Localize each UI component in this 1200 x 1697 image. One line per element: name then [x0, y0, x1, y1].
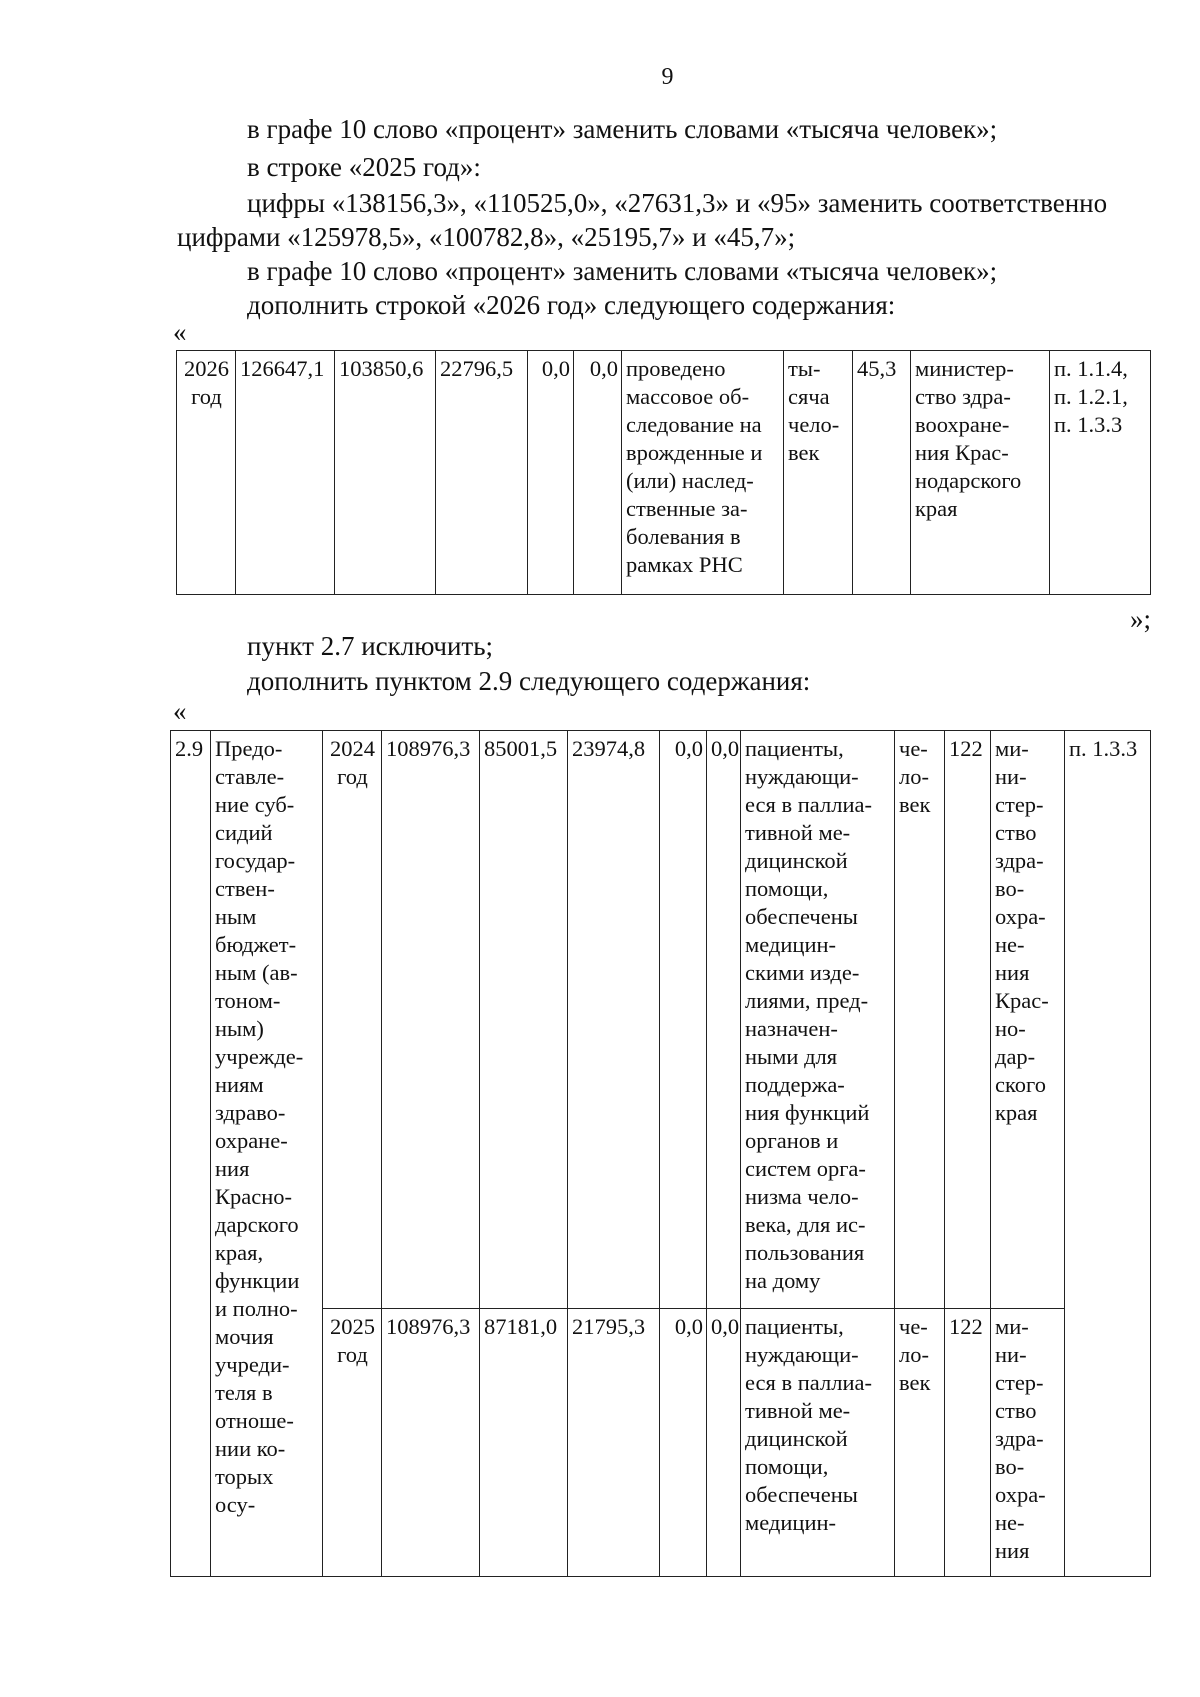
- table2-row1-customer: ми- ни- стер- ство здра- во- охра- не- ния Крас- но- дар- ского края: [991, 731, 1065, 1309]
- table2-row2-value: 122: [945, 1309, 991, 1577]
- table2-row2-year: 2025 год: [323, 1309, 382, 1577]
- table-2026-row: [176, 350, 1151, 595]
- table2-row2-customer: ми- ни- стер- ство здра- во- охра- не- ния: [991, 1309, 1065, 1577]
- table2-row1-total: 108976,3: [382, 731, 480, 1309]
- table2-row1-federal-budget: 85001,5: [480, 731, 568, 1309]
- table2-reference: п. 1.3.3: [1065, 731, 1151, 1577]
- paragraph-3: цифры «138156,3», «110525,0», «27631,3» и «95» заменить соответственно: [247, 188, 1108, 218]
- paragraph-4: цифрами «125978,5», «100782,8», «25195,7» и «45,7»;: [177, 222, 796, 252]
- table1-federal-budget: 103850,6: [335, 351, 436, 595]
- paragraph-2: в строке «2025 год»:: [247, 152, 481, 182]
- table1-regional-budget: 22796,5: [436, 351, 528, 595]
- page-number: 9: [661, 64, 674, 90]
- table2-row2-unit: че- ло- век: [895, 1309, 945, 1577]
- paragraph-7: пункт 2.7 исключить;: [247, 631, 494, 661]
- table-item-2-9: [170, 730, 1151, 1577]
- table2-row2-municipal-budget: 0,0: [660, 1309, 707, 1577]
- table2-row1-result: пациенты, нуждающи- еся в паллиа- тивной ме- дицинской помощи, обеспечены медицин- скими изде- лиями, пред- назначен- ными для поддержа- ния функций органов и систем орга- низма чело- века, для ис- пользования на дому: [741, 731, 895, 1309]
- close-quote-1: »;: [1130, 604, 1152, 634]
- paragraph-5: в графе 10 слово «процент» заменить словами «тысяча человек»;: [247, 256, 998, 286]
- table1-result: проведено массовое об- следование на врожденные и (или) наслед- ственные за- болевания в рамках РНС: [622, 351, 784, 595]
- paragraph-6: дополнить строкой «2026 год» следующего содержания:: [247, 290, 896, 320]
- table2-row1-regional-budget: 23974,8: [568, 731, 660, 1309]
- table1-municipal-budget: 0,0: [528, 351, 574, 595]
- table2-row2-total: 108976,3: [382, 1309, 480, 1577]
- table2-row2-other-sources: 0,0: [707, 1309, 741, 1577]
- table2-row2-regional-budget: 21795,3: [568, 1309, 660, 1577]
- table1-unit: ты- сяча чело- век: [784, 351, 853, 595]
- table2-row1-value: 122: [945, 731, 991, 1309]
- table2-row2-federal-budget: 87181,0: [480, 1309, 568, 1577]
- open-quote-1: «: [173, 317, 187, 347]
- table1-total: 126647,1: [236, 351, 335, 595]
- paragraph-1: в графе 10 слово «процент» заменить словами «тысяча человек»;: [247, 114, 998, 144]
- table2-row1-municipal-budget: 0,0: [660, 731, 707, 1309]
- table1-reference: п. 1.1.4, п. 1.2.1, п. 1.3.3: [1050, 351, 1151, 595]
- table1-customer: министер- ство здра- воохране- ния Крас- нодарского края: [911, 351, 1050, 595]
- table1-year: 2026 год: [177, 351, 236, 595]
- table2-row1-unit: че- ло- век: [895, 731, 945, 1309]
- table1-value: 45,3: [853, 351, 911, 595]
- table2-item-number: 2.9: [171, 731, 211, 1577]
- table2-row2-result: пациенты, нуждающи- еся в паллиа- тивной ме- дицинской помощи, обеспечены медицин-: [741, 1309, 895, 1577]
- table2-item-name: Предо- ставле- ние суб- сидий государ- ствен- ным бюджет- ным (ав- тоном- ным) учрежде- ниям здраво- охране- ния Красно- дарского края, функции и полно- мочия учреди- теля в отноше- нии ко- торых осу-: [211, 731, 323, 1577]
- table1-other-sources: 0,0: [574, 351, 622, 595]
- table2-row1-other-sources: 0,0: [707, 731, 741, 1309]
- table2-row1-year: 2024 год: [323, 731, 382, 1309]
- paragraph-8: дополнить пунктом 2.9 следующего содержания:: [247, 666, 811, 696]
- open-quote-2: «: [173, 696, 187, 726]
